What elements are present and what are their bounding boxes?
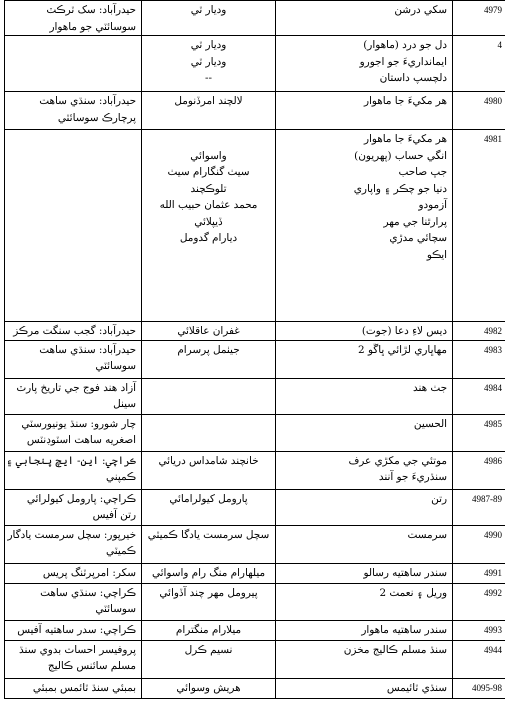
record-number-cell: 4991 <box>453 563 505 583</box>
record-number-cell: 4944 <box>453 640 505 678</box>
record-number-cell: 4982 <box>453 322 505 341</box>
publisher-cell <box>5 130 142 322</box>
table-row <box>5 322 505 341</box>
cell-line: بمبئي سنڌ ٽائمس بمبئي <box>32 681 136 694</box>
cell-line: آزاد هند فوج جي تاريخ پارٽ <box>16 381 136 394</box>
title-cell <box>276 378 453 414</box>
cell-line: حيدرآباد: سنڌي ساهت <box>39 343 136 356</box>
cell-line: وديار ٽي <box>190 4 227 16</box>
author-cell <box>142 130 276 322</box>
publisher-cell <box>5 340 142 378</box>
cell-line: -- <box>204 72 213 84</box>
cell-line: پرچارڪ سوسائٽي <box>57 111 136 124</box>
title-cell <box>276 678 453 698</box>
cell-line: جٺ هند <box>413 381 447 394</box>
author-cell <box>142 525 276 563</box>
publisher-cell <box>5 678 142 698</box>
catalog-table <box>4 0 505 699</box>
cell-line: رتن <box>431 492 447 505</box>
cell-line: چار شورو: سنڌ يونيورسٽي <box>21 417 136 430</box>
publisher-cell <box>5 583 142 620</box>
author-cell <box>142 563 276 583</box>
cell-line: ڪميٽي <box>106 545 136 557</box>
author-cell <box>142 1 276 36</box>
publisher-cell <box>5 322 142 341</box>
record-number-cell: 4981 <box>453 130 505 322</box>
cell-line: ديارام گدومل <box>179 232 238 244</box>
cell-line: وريل ۽ نعمت 2 <box>379 586 447 599</box>
cell-line: سکر: امرپرٽنگ پريس <box>42 566 136 579</box>
cell-line: سوسائٽي جو ماهوار <box>49 20 136 33</box>
table-row <box>5 340 505 378</box>
cell-line: سنڌريءَ جو آنند <box>378 471 447 483</box>
cell-line: سکي درشن <box>394 4 447 16</box>
cell-line: سيٺ گنگارام سيٺ <box>167 166 250 178</box>
record-number-cell: 4987-89 <box>453 489 505 525</box>
publisher-cell <box>5 489 142 525</box>
author-cell <box>142 678 276 698</box>
author-cell <box>142 378 276 414</box>
cell-line: تلوڪچند <box>190 182 227 195</box>
author-cell <box>142 620 276 640</box>
cell-line: جيٺمل پرسرام <box>177 343 240 356</box>
publisher-cell <box>5 378 142 414</box>
cell-line: دنيا جو چڪر ۽ واپاري <box>353 182 447 195</box>
title-cell <box>276 92 453 130</box>
cell-line: دلچسپ داستان <box>379 72 447 84</box>
title-cell <box>276 525 453 563</box>
cell-line: انگي حساب (پهريون) <box>354 149 447 162</box>
table-row <box>5 414 505 451</box>
table-row <box>5 563 505 583</box>
cell-line: وديار ٽي <box>190 39 227 51</box>
record-number-cell: 4984 <box>453 378 505 414</box>
author-cell <box>142 583 276 620</box>
title-cell <box>276 414 453 451</box>
cell-line: هريش وسوائي <box>176 681 241 694</box>
publisher-cell <box>5 451 142 489</box>
cell-line: ديس لاءِ دعا (جوت) <box>361 325 447 337</box>
cell-line: پروفيسر احسات بدوي سنڌ <box>19 643 136 656</box>
title-cell <box>276 36 453 92</box>
record-number-cell: 4990 <box>453 525 505 563</box>
cell-line: ڏيپلائي <box>194 215 223 228</box>
author-cell <box>142 322 276 341</box>
cell-line: الحسين <box>413 417 447 430</box>
table-row <box>5 1 505 36</box>
cell-line: ڪمپني <box>106 471 136 483</box>
record-number-cell: 4986 <box>453 451 505 489</box>
table-row <box>5 130 505 322</box>
record-number-cell: 4980 <box>453 92 505 130</box>
publisher-cell <box>5 1 142 36</box>
cell-line: مهاڀاري لڙائي ڀاڱو 2 <box>358 343 447 356</box>
record-number-cell: 4983 <box>453 340 505 378</box>
table-row <box>5 36 505 92</box>
cell-line: وديار ٽي <box>190 55 227 68</box>
record-number-cell: 4992 <box>453 583 505 620</box>
title-cell <box>276 640 453 678</box>
cell-line: حيدرآباد: سک ٽرڪٽ <box>46 4 136 16</box>
cell-line: دل جو درد (ماهوار) <box>363 39 447 51</box>
table-row <box>5 525 505 563</box>
publisher-cell <box>5 563 142 583</box>
cell-line: آزمودو <box>418 199 447 211</box>
cell-line: سوسائٽي <box>95 360 136 372</box>
cell-line: ايڪو <box>426 248 447 261</box>
cell-line: سچل سرمست يادگا ڪميٽي <box>147 528 270 541</box>
cell-line: رتن آفيس <box>92 509 136 521</box>
publisher-cell <box>5 414 142 451</box>
cell-line: ايمانداريءَ جو اجورو <box>359 55 447 68</box>
table-row <box>5 583 505 620</box>
cell-line: سندر ساهتيه رسالو <box>363 566 447 579</box>
table-row <box>5 678 505 698</box>
title-cell <box>276 620 453 640</box>
cell-line: ڪراچي: اين- ايچ پنجابي ۽ <box>6 454 136 467</box>
record-number-cell: 4985 <box>453 414 505 451</box>
cell-line: ميلهارام منگ رام واسوائي <box>151 566 266 579</box>
cell-line: سنڌ مسلم ڪاليج مخزن <box>343 643 447 656</box>
title-cell <box>276 130 453 322</box>
record-number-cell: 4979 <box>453 1 505 36</box>
table-row <box>5 640 505 678</box>
cell-line: سنڌي ٽائيمس <box>386 681 447 694</box>
cell-line: واسوائي <box>190 149 227 162</box>
author-cell <box>142 451 276 489</box>
cell-line: حيدرآباد: سنڌي ساهت <box>39 95 136 107</box>
cell-line: ڪراچي: سنڌي ساهت <box>40 586 136 599</box>
cell-line: ڪراچي: سدر ساهتيه آفيس <box>17 623 136 636</box>
record-number-cell: 4095-98 <box>453 678 505 698</box>
title-cell <box>276 563 453 583</box>
publisher-cell <box>5 92 142 130</box>
title-cell <box>276 340 453 378</box>
cell-line: جپ صاحب <box>398 166 447 178</box>
table-row <box>5 92 505 130</box>
cell-line: غفران عاقلائي <box>177 325 240 337</box>
title-cell <box>276 1 453 36</box>
publisher-cell <box>5 525 142 563</box>
cell-line: سندر ساهتيه ماهوار <box>361 623 447 636</box>
table-row <box>5 451 505 489</box>
cell-line: محمد عثمان حبيب الله <box>159 199 258 211</box>
title-cell <box>276 322 453 341</box>
title-cell <box>276 451 453 489</box>
cell-line: سچائي مدڙي <box>389 232 447 244</box>
author-cell <box>142 36 276 92</box>
cell-line: پيرومل مهر چند آڏوائي <box>159 586 258 599</box>
title-cell <box>276 583 453 620</box>
cell-line: هر مکيءَ جا ماهوار <box>363 133 447 145</box>
cell-line: خيرپور: سچل سرمست يادگار <box>7 528 136 541</box>
publisher-cell <box>5 620 142 640</box>
cell-line: پرارٿنا جي مهر <box>383 215 447 228</box>
cell-line: سرمست <box>407 528 447 541</box>
cell-line: هر مکيءَ جا ماهوار <box>363 95 447 107</box>
author-cell <box>142 92 276 130</box>
cell-line: سوسائٽي <box>95 603 136 615</box>
record-number-cell: 4 <box>453 36 505 92</box>
table-row <box>5 489 505 525</box>
table-row <box>5 378 505 414</box>
cell-line: سينل <box>113 398 136 410</box>
title-cell <box>276 489 453 525</box>
cell-line: خانچند شامداس دريائي <box>158 454 259 467</box>
record-number-cell: 4993 <box>453 620 505 640</box>
author-cell <box>142 340 276 378</box>
cell-line: لالچند امرڏنومل <box>174 95 243 107</box>
cell-line: مسلم سائنس ڪاليج <box>47 660 136 672</box>
author-cell <box>142 414 276 451</box>
publisher-cell <box>5 640 142 678</box>
author-cell <box>142 640 276 678</box>
cell-line: اصغريه ساهت اسٽوڊنٽس <box>26 434 136 446</box>
cell-line: ميلارام منگترام <box>175 623 242 636</box>
cell-line: نسيم ڪرل <box>184 643 233 656</box>
cell-line: ڪراچي: پارومل کيولرائي <box>26 492 136 505</box>
cell-line: حيدرآباد: گجب سنگت مرڪز <box>13 325 136 337</box>
author-cell <box>142 489 276 525</box>
publisher-cell <box>5 36 142 92</box>
cell-line: پارومل کيولرامائي <box>169 492 248 505</box>
table-row <box>5 620 505 640</box>
cell-line: موتئي جي مکڙي عرف <box>348 454 447 467</box>
